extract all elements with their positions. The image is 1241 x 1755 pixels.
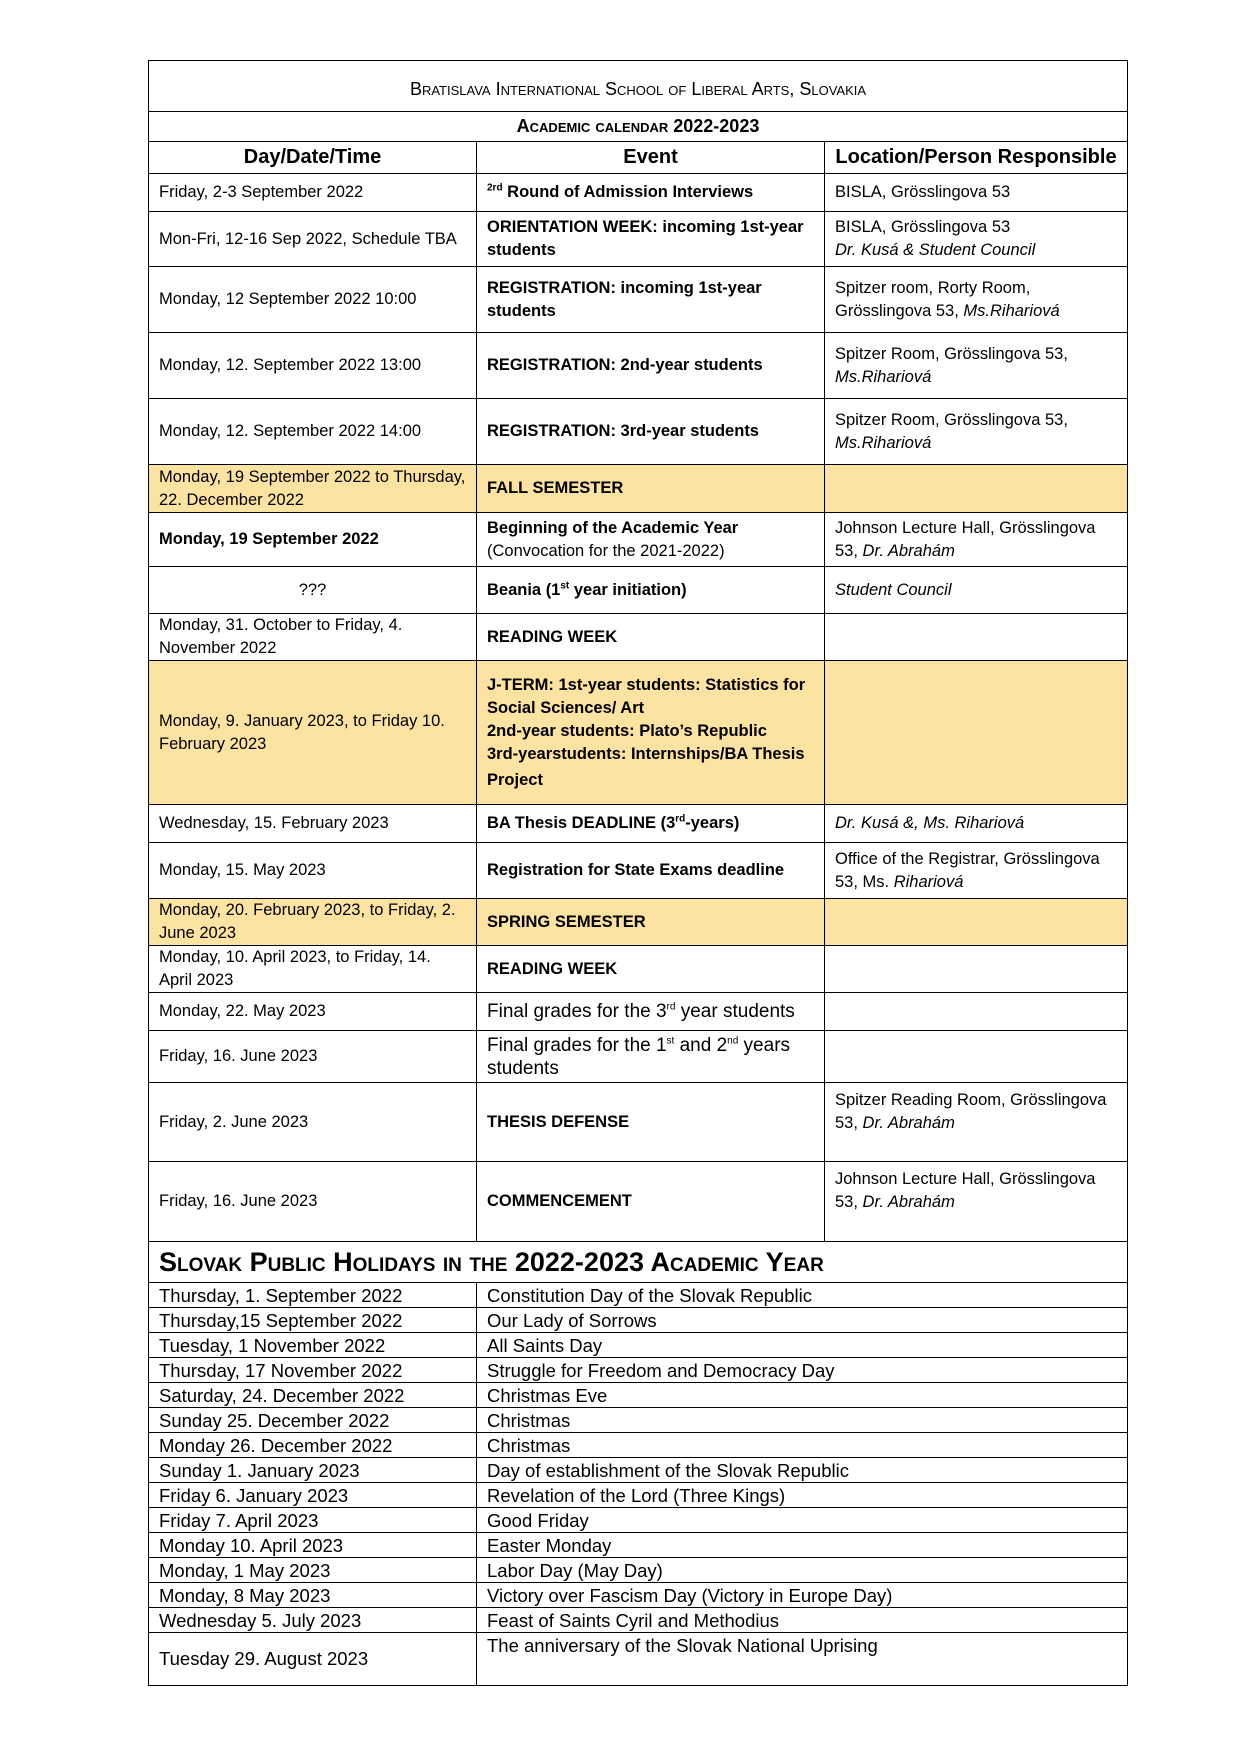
row-date: Monday, 19 September 2022 to Thursday, 22. December 2022 — [149, 465, 477, 513]
row-location — [825, 614, 1128, 661]
holiday-name: Christmas — [477, 1433, 1128, 1458]
row-date: Friday, 16. June 2023 — [149, 1162, 477, 1242]
holiday-name: All Saints Day — [477, 1333, 1128, 1358]
row-date: Friday, 2. June 2023 — [149, 1083, 477, 1162]
row-event: READING WEEK — [477, 614, 825, 661]
row-date: Monday, 12. September 2022 14:00 — [149, 399, 477, 465]
table-row — [149, 174, 1128, 212]
table-row — [149, 212, 1128, 267]
table-row — [149, 1162, 1128, 1242]
row-location — [825, 1031, 1128, 1083]
row-location: Student Council — [825, 567, 1128, 614]
holiday-date: Monday, 8 May 2023 — [149, 1583, 477, 1608]
holiday-name: Revelation of the Lord (Three Kings) — [477, 1483, 1128, 1508]
academic-calendar-table — [148, 60, 1128, 1686]
row-date: Monday, 12 September 2022 10:00 — [149, 267, 477, 333]
holiday-name: Labor Day (May Day) — [477, 1558, 1128, 1583]
row-event: Beginning of the Academic Year (Convocation for the 2021-2022) — [477, 513, 825, 567]
table-row — [149, 567, 1128, 614]
row-event: SPRING SEMESTER — [477, 899, 825, 946]
row-event: REGISTRATION: 2nd-year students — [477, 333, 825, 399]
table-row-semester — [149, 899, 1128, 946]
holiday-name: Struggle for Freedom and Democracy Day — [477, 1358, 1128, 1383]
row-location: Johnson Lecture Hall, Grösslingova 53, Dr. Abrahám — [825, 1162, 1128, 1242]
holiday-row — [149, 1533, 1128, 1558]
holiday-name: Constitution Day of the Slovak Republic — [477, 1283, 1128, 1308]
table-row-semester — [149, 465, 1128, 513]
row-date: Monday, 22. May 2023 — [149, 993, 477, 1031]
row-date: Friday, 16. June 2023 — [149, 1031, 477, 1083]
holiday-row — [149, 1508, 1128, 1533]
table-row — [149, 333, 1128, 399]
holiday-row — [149, 1433, 1128, 1458]
row-date: Monday, 12. September 2022 13:00 — [149, 333, 477, 399]
table-row — [149, 267, 1128, 333]
row-date: Mon-Fri, 12-16 Sep 2022, Schedule TBA — [149, 212, 477, 267]
row-location — [825, 661, 1128, 805]
holiday-date: Friday 6. January 2023 — [149, 1483, 477, 1508]
holiday-name: Easter Monday — [477, 1533, 1128, 1558]
row-date: Monday, 15. May 2023 — [149, 843, 477, 899]
holiday-date: Sunday 1. January 2023 — [149, 1458, 477, 1483]
holiday-row — [149, 1558, 1128, 1583]
holiday-name: Good Friday — [477, 1508, 1128, 1533]
holiday-row — [149, 1633, 1128, 1686]
row-location — [825, 899, 1128, 946]
holiday-name: The anniversary of the Slovak National Uprising — [477, 1633, 1128, 1686]
holiday-row — [149, 1408, 1128, 1433]
row-event: COMMENCEMENT — [477, 1162, 825, 1242]
row-event: BA Thesis DEADLINE (3rd-years) — [477, 805, 825, 843]
table-header — [149, 142, 1128, 174]
row-event: $^{2rd}$ Round of Admission Interviews — [477, 174, 825, 212]
row-event: REGISTRATION: 3rd-year students — [477, 399, 825, 465]
table-row — [149, 946, 1128, 993]
holiday-name: Feast of Saints Cyril and Methodius — [477, 1608, 1128, 1633]
holiday-row — [149, 1383, 1128, 1408]
row-location: Spitzer Room, Grösslingova 53, Ms.Rihariová — [825, 333, 1128, 399]
row-location: BISLA, Grösslingova 53 Dr. Kusá & Student Council — [825, 212, 1128, 267]
row-date: Monday, 31. October to Friday, 4. November 2022 — [149, 614, 477, 661]
row-date: Monday, 9. January 2023, to Friday 10. February 2023 — [149, 661, 477, 805]
holiday-date: Wednesday 5. July 2023 — [149, 1608, 477, 1633]
row-location: Office of the Registrar, Grösslingova 53, Ms. Rihariová — [825, 843, 1128, 899]
holiday-date: Tuesday, 1 November 2022 — [149, 1333, 477, 1358]
school-title: Bratislava International School of Liberal Arts, Slovakia — [149, 61, 1128, 112]
calendar-page — [148, 60, 1127, 1686]
holiday-date: Saturday, 24. December 2022 — [149, 1383, 477, 1408]
table-row — [149, 513, 1128, 567]
holiday-row — [149, 1583, 1128, 1608]
table-row — [149, 1083, 1128, 1162]
column-header-location: Location/Person Responsible — [825, 142, 1128, 174]
table-row — [149, 805, 1128, 843]
row-location — [825, 946, 1128, 993]
row-date: Friday, 2-3 September 2022 — [149, 174, 477, 212]
holiday-date: Tuesday 29. August 2023 — [149, 1633, 477, 1686]
table-row — [149, 993, 1128, 1031]
row-event: REGISTRATION: incoming 1st-year students — [477, 267, 825, 333]
row-date: ??? — [149, 567, 477, 614]
holiday-row — [149, 1358, 1128, 1383]
holiday-row — [149, 1458, 1128, 1483]
row-location — [825, 465, 1128, 513]
row-event: Registration for State Exams deadline — [477, 843, 825, 899]
table-row — [149, 399, 1128, 465]
table-row — [149, 1031, 1128, 1083]
holiday-row — [149, 1608, 1128, 1633]
holiday-date: Monday, 1 May 2023 — [149, 1558, 477, 1583]
table-row — [149, 843, 1128, 899]
holidays-title: Slovak Public Holidays in the 2022-2023 Academic Year — [149, 1242, 1128, 1283]
calendar-title: Academic calendar 2022-2023 — [149, 112, 1128, 142]
row-location: Johnson Lecture Hall, Grösslingova 53, Dr. Abrahám — [825, 513, 1128, 567]
holiday-row — [149, 1333, 1128, 1358]
row-event: Final grades for the 3rd year students — [477, 993, 825, 1031]
row-event: FALL SEMESTER — [477, 465, 825, 513]
row-event: THESIS DEFENSE — [477, 1083, 825, 1162]
row-event: J-TERM: 1st-year students: Statistics for Social Sciences/ Art 2nd-year students: Plato’s Republic 3rd-yearstudents: Internships/BA Thesis Project — [477, 661, 825, 805]
holiday-name: Our Lady of Sorrows — [477, 1308, 1128, 1333]
holiday-date: Sunday 25. December 2022 — [149, 1408, 477, 1433]
row-location: Spitzer Room, Grösslingova 53, Ms.Rihariová — [825, 399, 1128, 465]
holiday-name: Christmas Eve — [477, 1383, 1128, 1408]
holiday-date: Monday 26. December 2022 — [149, 1433, 477, 1458]
table-row — [149, 614, 1128, 661]
row-location — [825, 993, 1128, 1031]
holiday-name: Victory over Fascism Day (Victory in Europe Day) — [477, 1583, 1128, 1608]
holiday-date: Monday 10. April 2023 — [149, 1533, 477, 1558]
column-header-event: Event — [477, 142, 825, 174]
table-row-jterm — [149, 661, 1128, 805]
holiday-name: Christmas — [477, 1408, 1128, 1433]
row-event: Beania (1st year initiation) — [477, 567, 825, 614]
column-header-date: Day/Date/Time — [149, 142, 477, 174]
row-location: Dr. Kusá &, Ms. Rihariová — [825, 805, 1128, 843]
row-location: Spitzer room, Rorty Room, Grösslingova 53, Ms.Rihariová — [825, 267, 1128, 333]
row-event: Final grades for the 1st and 2nd years students — [477, 1031, 825, 1083]
row-date: Monday, 20. February 2023, to Friday, 2. June 2023 — [149, 899, 477, 946]
row-date: Wednesday, 15. February 2023 — [149, 805, 477, 843]
row-event: ORIENTATION WEEK: incoming 1st-year students — [477, 212, 825, 267]
row-date: Monday, 10. April 2023, to Friday, 14. April 2023 — [149, 946, 477, 993]
holiday-date: Friday 7. April 2023 — [149, 1508, 477, 1533]
row-date: Monday, 19 September 2022 — [149, 513, 477, 567]
holiday-row — [149, 1283, 1128, 1308]
holiday-date: Thursday, 17 November 2022 — [149, 1358, 477, 1383]
row-location: Spitzer Reading Room, Grösslingova 53, Dr. Abrahám — [825, 1083, 1128, 1162]
holiday-name: Day of establishment of the Slovak Republic — [477, 1458, 1128, 1483]
holiday-date: Thursday,15 September 2022 — [149, 1308, 477, 1333]
holiday-row — [149, 1308, 1128, 1333]
holiday-row — [149, 1483, 1128, 1508]
row-location: BISLA, Grösslingova 53 — [825, 174, 1128, 212]
row-event: READING WEEK — [477, 946, 825, 993]
holiday-date: Thursday, 1. September 2022 — [149, 1283, 477, 1308]
